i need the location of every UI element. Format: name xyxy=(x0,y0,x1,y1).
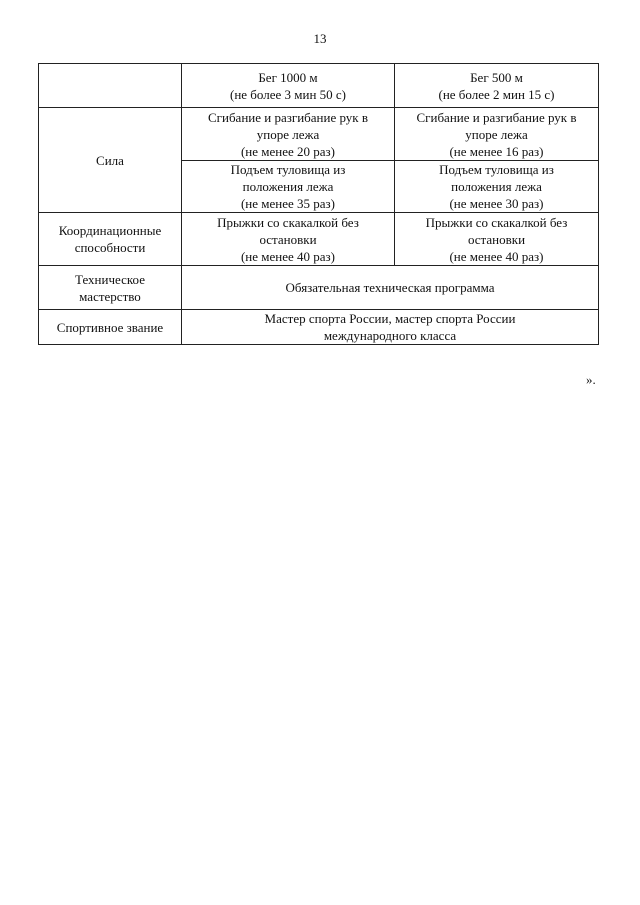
label-coordination: Координационные способности xyxy=(39,213,182,266)
cell-situps-col2: Подъем туловища из положения лежа (не менее 35 раз) xyxy=(182,161,395,213)
table-row xyxy=(39,310,599,345)
label-technique: Техническое мастерство xyxy=(39,266,182,310)
header-run-1000: Бег 1000 м (не более 3 мин 50 с) xyxy=(182,64,395,108)
table-row xyxy=(39,108,599,161)
cell-jumprope-col2: Прыжки со скакалкой без остановки (не менее 40 раз) xyxy=(182,213,395,266)
closing-quote-mark: ». xyxy=(586,372,596,387)
cell-sport-title-value: Мастер спорта России, мастер спорта России международного класса xyxy=(182,310,599,345)
cell-pushups-col2: Сгибание и разгибание рук в упоре лежа (не менее 20 раз) xyxy=(182,108,395,161)
table-row xyxy=(39,266,599,310)
requirements-table xyxy=(38,63,599,345)
cell-jumprope-col3: Прыжки со скакалкой без остановки (не менее 40 раз) xyxy=(395,213,599,266)
label-sila: Сила xyxy=(39,108,182,213)
table-row xyxy=(39,213,599,266)
cell-situps-col3: Подъем туловища из положения лежа (не менее 30 раз) xyxy=(395,161,599,213)
label-sport-title: Спортивное звание xyxy=(39,310,182,345)
cell-technique-program: Обязательная техническая программа xyxy=(182,266,599,310)
table-row xyxy=(39,64,599,108)
cell-pushups-col3: Сгибание и разгибание рук в упоре лежа (не менее 16 раз) xyxy=(395,108,599,161)
header-run-500: Бег 500 м (не более 2 мин 15 с) xyxy=(395,64,599,108)
empty-header-cell xyxy=(39,64,182,108)
page-number: 13 xyxy=(313,31,327,46)
